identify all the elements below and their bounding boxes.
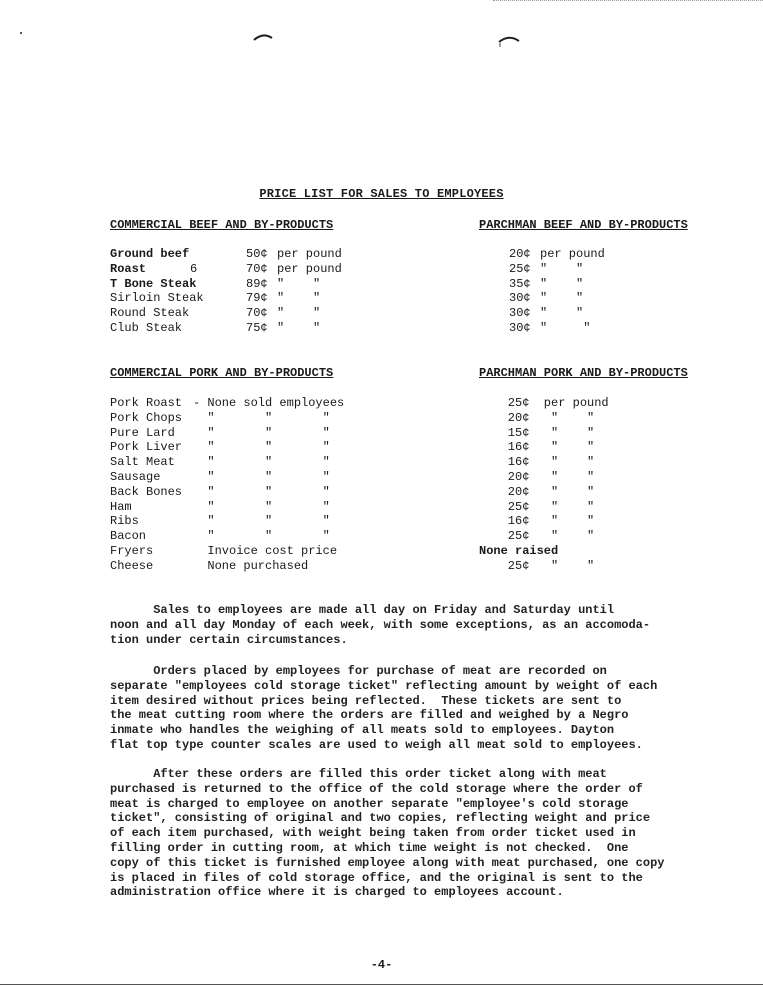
parchman-beef-price: 20¢ [509, 247, 531, 261]
parchman-pork-value: 20¢ " " [479, 470, 595, 484]
pork-item-name: Bacon [110, 529, 147, 543]
beef-item-name: Roast [110, 262, 147, 276]
beef-item-name: Sirloin Steak [110, 291, 204, 305]
paragraph-line: inmate who handles the weighing of all meats sold to employees. Dayton [110, 723, 615, 738]
parchman-pork-value: 16¢ " " [479, 455, 595, 469]
parchman-beef-price: 30¢ [509, 306, 531, 320]
parchman-pork-value: 25¢ per pound [479, 396, 609, 410]
pork-item-value: " " " [193, 500, 330, 514]
beef-item-unit: per pound [277, 262, 342, 276]
pork-item-value: - None sold employees [193, 396, 345, 410]
pork-item-value: " " " [193, 440, 330, 454]
paragraph-line: separate "employees cold storage ticket" reflecting amount by weight of each [110, 678, 658, 693]
paragraph-line: filling order in cutting room, at which time weight is not checked. One [110, 840, 629, 855]
beef-item-unit: " " [277, 291, 321, 305]
parchman-pork-value: None raised [479, 544, 559, 558]
pork-item-name: Pork Chops [110, 411, 183, 425]
page-number: -4- [370, 958, 393, 972]
parchman-beef-heading: PARCHMAN BEEF AND BY-PRODUCTS [479, 218, 688, 232]
pork-item-value: " " " [193, 411, 330, 425]
beef-item-price: 50¢ [246, 247, 268, 261]
pork-item-name: Pure Lard [110, 426, 175, 440]
parchman-beef-unit: " " [540, 277, 584, 291]
paragraph-line: ticket", consisting of original and two copies, reflecting weight and price [110, 811, 651, 826]
pork-item-value: " " " [193, 529, 330, 543]
paragraph-line: Sales to employees are made all day on Friday and Saturday until [110, 603, 615, 617]
parchman-beef-price: 30¢ [509, 291, 531, 305]
pork-item-value: None purchased [193, 559, 309, 573]
paragraph-line: the meat cutting room where the orders are filled and weighed by a Negro [110, 708, 629, 723]
paragraph-line: copy of this ticket is furnished employee along with meat purchased, one copy [110, 855, 665, 870]
pork-item-name: Ribs [110, 514, 139, 528]
paragraph-line: of each item purchased, with weight being taken from order ticket used in [110, 826, 636, 841]
pork-item-value: " " " [193, 426, 330, 440]
parchman-pork-value: 20¢ " " [479, 411, 595, 425]
speck [20, 32, 22, 34]
paragraph-line: noon and all day Monday of each week, with some exceptions, as an accomoda- [110, 617, 651, 632]
paragraph-order-recording [110, 664, 680, 753]
beef-item-name: T Bone Steak [110, 277, 197, 291]
pork-item-value: Invoice cost price [193, 544, 338, 558]
beef-item-price: 70¢ [246, 306, 268, 320]
paragraph-sales-schedule [110, 603, 680, 647]
beef-item-price: 70¢ [246, 262, 268, 276]
beef-item-unit: per pound [277, 247, 342, 261]
pork-item-name: Sausage [110, 470, 161, 484]
pork-item-name: Cheese [110, 559, 154, 573]
paragraph-line: administration office where it is charged to employees account. [110, 885, 564, 900]
beef-item-price: 89¢ [246, 277, 268, 291]
beef-item-name: Ground beef [110, 247, 190, 261]
parchman-pork-value: 25¢ " " [479, 500, 595, 514]
paragraph-line: After these orders are filled this order ticket along with meat [110, 767, 607, 781]
pork-item-value: " " " [193, 485, 330, 499]
pork-item-name: Salt Meat [110, 455, 175, 469]
parchman-pork-value: 16¢ " " [479, 514, 595, 528]
parchman-pork-value: 16¢ " " [479, 440, 595, 454]
parchman-beef-unit: " " [540, 262, 584, 276]
pork-item-name: Ham [110, 500, 132, 514]
parchman-beef-unit: " " [540, 306, 584, 320]
paragraph-line: is placed in files of cold storage office, and the original is sent to the [110, 870, 643, 885]
parchman-beef-unit: per pound [540, 247, 605, 261]
paragraph-line: item desired without prices being reflected. These tickets are sent to [110, 693, 622, 708]
pork-item-name: Back Bones [110, 485, 183, 499]
top-edge-dots [493, 0, 763, 1]
parchman-pork-heading: PARCHMAN PORK AND BY-PRODUCTS [479, 366, 688, 380]
beef-item-name: Club Steak [110, 321, 183, 335]
parchman-pork-value: 25¢ " " [479, 559, 595, 573]
parchman-beef-price: 25¢ [509, 262, 531, 276]
paragraph-line: purchased is returned to the office of the cold storage where the order of [110, 781, 643, 796]
paragraph-line: tion under certain circumstances. [110, 632, 348, 647]
bottom-rule [0, 984, 763, 985]
punch-mark-icon [497, 34, 521, 48]
page-title: PRICE LIST FOR SALES TO EMPLOYEES [259, 187, 504, 201]
pork-item-name: Pork Liver [110, 440, 183, 454]
punch-mark-icon [252, 32, 274, 42]
beef-item-price: 79¢ [246, 291, 268, 305]
parchman-beef-price: 30¢ [509, 321, 531, 335]
parchman-pork-value: 25¢ " " [479, 529, 595, 543]
parchman-beef-unit: " " [540, 291, 584, 305]
beef-item-name: Round Steak [110, 306, 190, 320]
parchman-beef-unit: " " [540, 321, 591, 335]
pork-item-name: Pork Roast [110, 396, 183, 410]
pork-item-value: " " " [193, 455, 330, 469]
beef-item-unit: " " [277, 321, 321, 335]
parchman-beef-price: 35¢ [509, 277, 531, 291]
commercial-beef-heading: COMMERCIAL BEEF AND BY-PRODUCTS [110, 218, 334, 232]
commercial-pork-heading: COMMERCIAL PORK AND BY-PRODUCTS [110, 366, 334, 380]
paragraph-line: meat is charged to employee on another separate "employee's cold storage [110, 796, 629, 811]
pork-item-value: " " " [193, 514, 330, 528]
beef-item-note: 6 [190, 262, 198, 276]
paragraph-line: Orders placed by employees for purchase of meat are recorded on [110, 664, 607, 678]
beef-item-unit: " " [277, 277, 321, 291]
parchman-pork-value: 20¢ " " [479, 485, 595, 499]
paragraph-line: flat top type counter scales are used to weigh all meat sold to employees. [110, 737, 643, 752]
pork-item-name: Fryers [110, 544, 154, 558]
pork-item-value: " " " [193, 470, 330, 484]
beef-item-price: 75¢ [246, 321, 268, 335]
parchman-pork-value: 15¢ " " [479, 426, 595, 440]
paragraph-ticket-process [110, 767, 680, 900]
beef-item-unit: " " [277, 306, 321, 320]
